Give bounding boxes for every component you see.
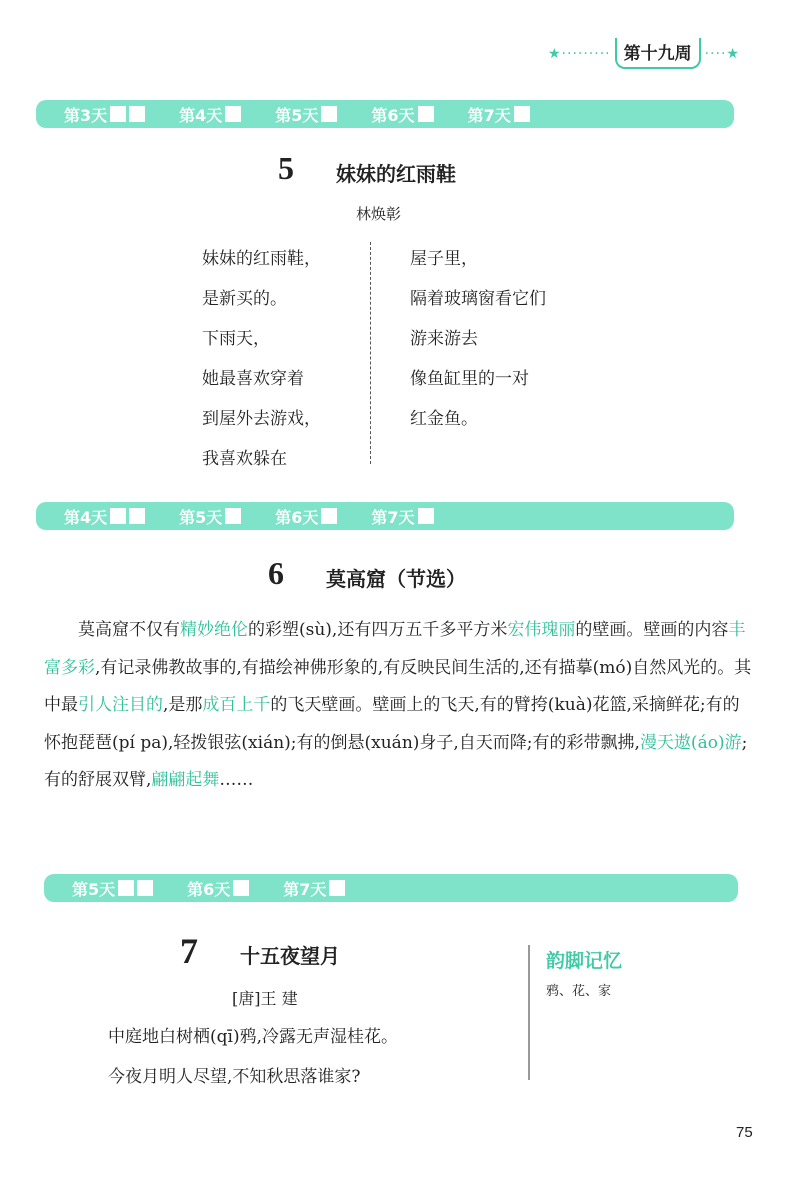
day-item: 第7天 [371, 505, 433, 528]
rhyme-words: 鸦、花、家 [546, 984, 612, 999]
day-bar-3 [44, 874, 738, 902]
highlight-phrase: 丰富多彩 [44, 620, 746, 678]
day-item: 第6天 [275, 505, 337, 528]
checkbox-icon[interactable] [418, 508, 434, 524]
poem-line: 是新买的。 [202, 289, 287, 309]
highlight-phrase: 精妙绝伦 [180, 620, 248, 640]
paragraph-text: 的壁画。壁画的内容 [575, 620, 729, 640]
lesson-5-title: 妹妹的红雨鞋 [336, 162, 456, 186]
poem-line: 我喜欢躲在 [202, 449, 287, 469]
paragraph-text: …… [219, 770, 254, 790]
poem-line: 她最喜欢穿着 [202, 369, 304, 389]
checkbox-icon[interactable] [329, 880, 345, 896]
day-item: 第4天 [64, 505, 145, 528]
day-item: 第5天 [179, 505, 241, 528]
lesson-6-title: 莫高窟（节选） [326, 567, 466, 591]
highlight-phrase: 漫天遨(áo)游 [639, 732, 742, 753]
day-bar-2 [36, 502, 734, 530]
lesson-5-author: 林焕彰 [356, 205, 402, 223]
paragraph-text: ,是那 [163, 695, 203, 715]
checkbox-icon[interactable] [233, 880, 249, 896]
poem-line: 下雨天， [202, 329, 270, 349]
highlight-phrase: 引人注目的 [78, 695, 163, 715]
checkbox-icon[interactable] [321, 106, 337, 122]
checkbox-icon[interactable] [514, 106, 530, 122]
poem-divider [370, 242, 371, 464]
lesson-7-title: 十五夜望月 [240, 944, 340, 968]
paragraph-text: 的飞天壁画。壁画上的飞天,有的臂挎(kuà)花篮,采摘鲜花;有的怀抱琵琶(pí pa),轻拨银弦(xián);有的倒悬(xuán)身子,自天而降;有的彩带飘拂, [44, 695, 740, 753]
day-item: 第7天 [468, 103, 530, 126]
lesson-7-author: [唐]王 建 [232, 989, 298, 1008]
day-item: 第6天 [187, 877, 249, 900]
paragraph-text: ,有记录佛教故事的,有描绘神佛形象的,有反映民间生活的,还有描摹(mó)自然风光的。其中最 [44, 657, 752, 715]
lesson-7-number: 7 [180, 931, 198, 971]
lesson-6-paragraph [44, 612, 756, 800]
poem-line: 屋子里， [410, 249, 478, 269]
lesson-6-number: 6 [268, 555, 284, 591]
poem-line: 中庭地白树栖(qī)鸦,冷露无声湿桂花。 [108, 1027, 398, 1047]
week-header [548, 38, 740, 69]
day-item: 第4天 [179, 103, 241, 126]
checkbox-icon[interactable] [110, 106, 126, 122]
page-number: 75 [736, 1124, 753, 1141]
checkbox-icon[interactable] [418, 106, 434, 122]
paragraph-text: 莫高窟不仅有 [78, 620, 180, 640]
checkbox-icon[interactable] [225, 508, 241, 524]
rhyme-divider [528, 945, 530, 1080]
poem-line: 到屋外去游戏， [202, 409, 321, 429]
day-item: 第5天 [275, 103, 337, 126]
poem-line: 游来游去 [410, 329, 478, 349]
day-item: 第3天 [64, 103, 145, 126]
poem-line: 像鱼缸里的一对 [410, 369, 529, 389]
checkbox-icon[interactable] [118, 880, 134, 896]
highlight-phrase: 翩翩起舞 [151, 770, 220, 790]
highlight-phrase: 宏伟瑰丽 [507, 620, 576, 640]
checkbox-icon[interactable] [129, 508, 145, 524]
checkbox-icon[interactable] [137, 880, 153, 896]
paragraph-text: ;有的舒展双臂, [44, 732, 748, 790]
checkbox-icon[interactable] [225, 106, 241, 122]
day-item: 第7天 [283, 877, 345, 900]
star-dots-right-icon: ····★ [704, 45, 740, 62]
checkbox-icon[interactable] [110, 508, 126, 524]
checkbox-icon[interactable] [129, 106, 145, 122]
rhyme-title: 韵脚记忆 [546, 950, 623, 972]
poem-line: 隔着玻璃窗看它们 [410, 289, 546, 309]
day-item: 第6天 [371, 103, 433, 126]
highlight-phrase: 成百上千 [202, 695, 271, 715]
checkbox-icon[interactable] [321, 508, 337, 524]
star-dots-left-icon: ★········· [548, 45, 611, 62]
poem-line: 妹妹的红雨鞋， [202, 249, 321, 269]
day-item: 第5天 [72, 877, 153, 900]
poem-line: 今夜月明人尽望,不知秋思落谁家? [108, 1067, 361, 1087]
lesson-5-number: 5 [278, 150, 294, 186]
week-title: 第十九周 [615, 38, 701, 69]
paragraph-text: 的彩塑(sù),还有四万五千多平方米 [248, 620, 508, 640]
day-bar-1 [36, 100, 734, 128]
poem-line: 红金鱼。 [410, 409, 478, 429]
